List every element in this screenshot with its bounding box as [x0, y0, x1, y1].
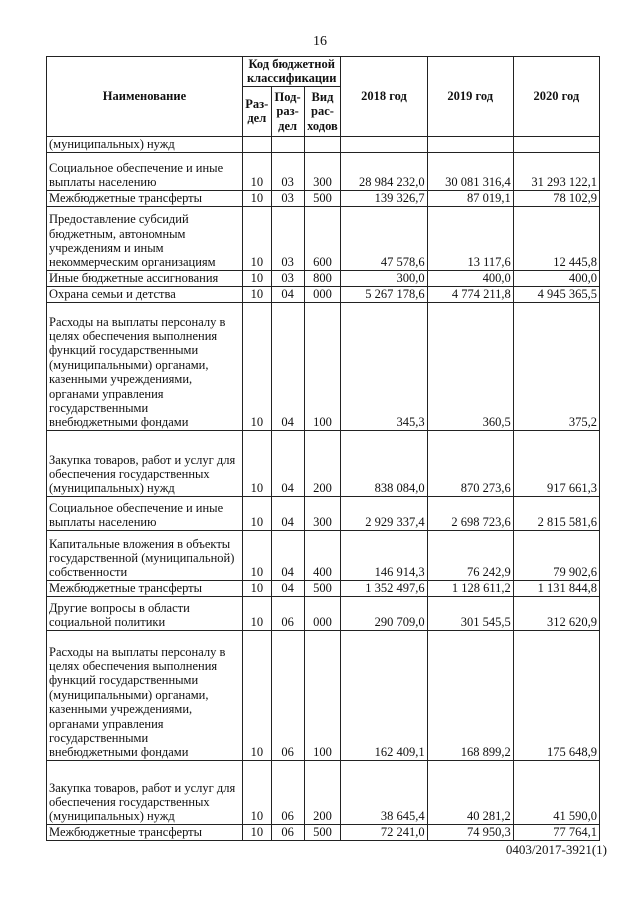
row-name: Предоставление субсидий бюджетным, автономным учреждениям и иным некоммерческим организациям — [47, 206, 243, 270]
row-vid: 500 — [304, 580, 341, 596]
row-razdel: 10 — [242, 760, 271, 824]
row-podrazdel: 03 — [271, 206, 304, 270]
row-name: Социальное обеспечение и иные выплаты населению — [47, 152, 243, 190]
continuation-row — [47, 136, 600, 152]
row-2020: 312 620,9 — [513, 596, 599, 630]
row-razdel: 10 — [242, 630, 271, 760]
row-2019: 76 242,9 — [427, 530, 513, 580]
page-number: 16 — [313, 34, 327, 49]
row-name: Расходы на выплаты персоналу в целях обеспечения выполнения функций государственными (муниципальными) органами, казенными учреждениями, органами управления государственными внебюджетными фондами — [47, 302, 243, 430]
row-name: Капитальные вложения в объекты государственной (муниципальной) собственности — [47, 530, 243, 580]
row-podrazdel: 06 — [271, 760, 304, 824]
table-row — [47, 206, 600, 270]
row-podrazdel: 04 — [271, 496, 304, 530]
row-vid: 000 — [304, 596, 341, 630]
row-2019: 87 019,1 — [427, 190, 513, 206]
row-2019: 74 950,3 — [427, 824, 513, 840]
row-2018: 2 929 337,4 — [341, 496, 427, 530]
row-vid: 600 — [304, 206, 341, 270]
table-row — [47, 152, 600, 190]
row-2018: 300,0 — [341, 270, 427, 286]
header-2018: 2018 год — [341, 57, 427, 137]
row-2020: 31 293 122,1 — [513, 152, 599, 190]
row-2020: 2 815 581,6 — [513, 496, 599, 530]
row-vid: 500 — [304, 824, 341, 840]
header-code-group: Код бюджетной классификации — [242, 57, 340, 87]
header-name: Наименование — [47, 57, 243, 137]
row-name: Закупка товаров, работ и услуг для обеспечения государственных (муниципальных) нужд — [47, 760, 243, 824]
row-razdel: 10 — [242, 580, 271, 596]
row-vid: 100 — [304, 630, 341, 760]
table-rows — [47, 152, 600, 840]
row-razdel: 10 — [242, 824, 271, 840]
row-2019: 360,5 — [427, 302, 513, 430]
header-razdel: Раз-дел — [242, 86, 271, 136]
row-podrazdel: 04 — [271, 302, 304, 430]
row-2019: 870 273,6 — [427, 430, 513, 496]
row-2018: 290 709,0 — [341, 596, 427, 630]
row-2020: 4 945 365,5 — [513, 286, 599, 302]
row-razdel: 10 — [242, 190, 271, 206]
row-podrazdel: 04 — [271, 580, 304, 596]
row-podrazdel: 03 — [271, 270, 304, 286]
row-2018: 162 409,1 — [341, 630, 427, 760]
row-razdel: 10 — [242, 530, 271, 580]
row-2018: 28 984 232,0 — [341, 152, 427, 190]
row-2018: 838 084,0 — [341, 430, 427, 496]
row-2020: 79 902,6 — [513, 530, 599, 580]
row-2019: 1 128 611,2 — [427, 580, 513, 596]
row-2019: 4 774 211,8 — [427, 286, 513, 302]
row-name: Межбюджетные трансферты — [47, 824, 243, 840]
row-2019: 301 545,5 — [427, 596, 513, 630]
row-2018: 1 352 497,6 — [341, 580, 427, 596]
row-podrazdel: 03 — [271, 190, 304, 206]
row-podrazdel: 04 — [271, 430, 304, 496]
row-2018: 5 267 178,6 — [341, 286, 427, 302]
row-vid: 500 — [304, 190, 341, 206]
row-podrazdel: 04 — [271, 286, 304, 302]
row-podrazdel: 06 — [271, 630, 304, 760]
table-row — [47, 496, 600, 530]
row-razdel: 10 — [242, 430, 271, 496]
row-2020: 77 764,1 — [513, 824, 599, 840]
row-2019: 168 899,2 — [427, 630, 513, 760]
row-podrazdel: 06 — [271, 824, 304, 840]
row-2020: 400,0 — [513, 270, 599, 286]
header-2019: 2019 год — [427, 57, 513, 137]
table-row — [47, 530, 600, 580]
row-2019: 30 081 316,4 — [427, 152, 513, 190]
table-row — [47, 190, 600, 206]
row-podrazdel: 03 — [271, 152, 304, 190]
budget-table — [46, 56, 600, 841]
row-razdel: 10 — [242, 286, 271, 302]
table-row — [47, 580, 600, 596]
row-2020: 375,2 — [513, 302, 599, 430]
footer-document-code: 0403/2017-3921(1) — [505, 842, 607, 857]
row-razdel: 10 — [242, 302, 271, 430]
row-2020: 1 131 844,8 — [513, 580, 599, 596]
table-row — [47, 302, 600, 430]
row-name: Охрана семьи и детства — [47, 286, 243, 302]
table-row — [47, 824, 600, 840]
row-vid: 300 — [304, 152, 341, 190]
row-vid: 000 — [304, 286, 341, 302]
row-vid: 100 — [304, 302, 341, 430]
row-name: Другие вопросы в области социальной политики — [47, 596, 243, 630]
table-row — [47, 596, 600, 630]
row-2018: 146 914,3 — [341, 530, 427, 580]
row-vid: 800 — [304, 270, 341, 286]
row-razdel: 10 — [242, 152, 271, 190]
row-name: Межбюджетные трансферты — [47, 190, 243, 206]
row-vid: 400 — [304, 530, 341, 580]
table-row — [47, 270, 600, 286]
continuation-name: (муниципальных) нужд — [47, 136, 243, 152]
row-2018: 72 241,0 — [341, 824, 427, 840]
table-row — [47, 430, 600, 496]
row-vid: 300 — [304, 496, 341, 530]
row-podrazdel: 06 — [271, 596, 304, 630]
row-podrazdel: 04 — [271, 530, 304, 580]
row-razdel: 10 — [242, 206, 271, 270]
row-2019: 400,0 — [427, 270, 513, 286]
row-name: Закупка товаров, работ и услуг для обеспечения государственных (муниципальных) нужд — [47, 430, 243, 496]
table-row — [47, 630, 600, 760]
row-2020: 78 102,9 — [513, 190, 599, 206]
row-2019: 13 117,6 — [427, 206, 513, 270]
row-2018: 47 578,6 — [341, 206, 427, 270]
row-name: Межбюджетные трансферты — [47, 580, 243, 596]
row-name: Расходы на выплаты персоналу в целях обеспечения выполнения функций государственными (муниципальными) органами, казенными учреждениями, органами управления государственными внебюджетными фондами — [47, 630, 243, 760]
row-2020: 12 445,8 — [513, 206, 599, 270]
row-name: Иные бюджетные ассигнования — [47, 270, 243, 286]
row-name: Социальное обеспечение и иные выплаты населению — [47, 496, 243, 530]
row-razdel: 10 — [242, 496, 271, 530]
row-vid: 200 — [304, 430, 341, 496]
header-vid: Вид рас-ходов — [304, 86, 341, 136]
row-2020: 41 590,0 — [513, 760, 599, 824]
row-2018: 139 326,7 — [341, 190, 427, 206]
row-2018: 345,3 — [341, 302, 427, 430]
row-2019: 40 281,2 — [427, 760, 513, 824]
table-row — [47, 760, 600, 824]
row-2018: 38 645,4 — [341, 760, 427, 824]
row-2020: 175 648,9 — [513, 630, 599, 760]
row-razdel: 10 — [242, 270, 271, 286]
header-podrazdel: Под-раз-дел — [271, 86, 304, 136]
row-2019: 2 698 723,6 — [427, 496, 513, 530]
header-2020: 2020 год — [513, 57, 599, 137]
table-row — [47, 286, 600, 302]
row-razdel: 10 — [242, 596, 271, 630]
row-2020: 917 661,3 — [513, 430, 599, 496]
row-vid: 200 — [304, 760, 341, 824]
